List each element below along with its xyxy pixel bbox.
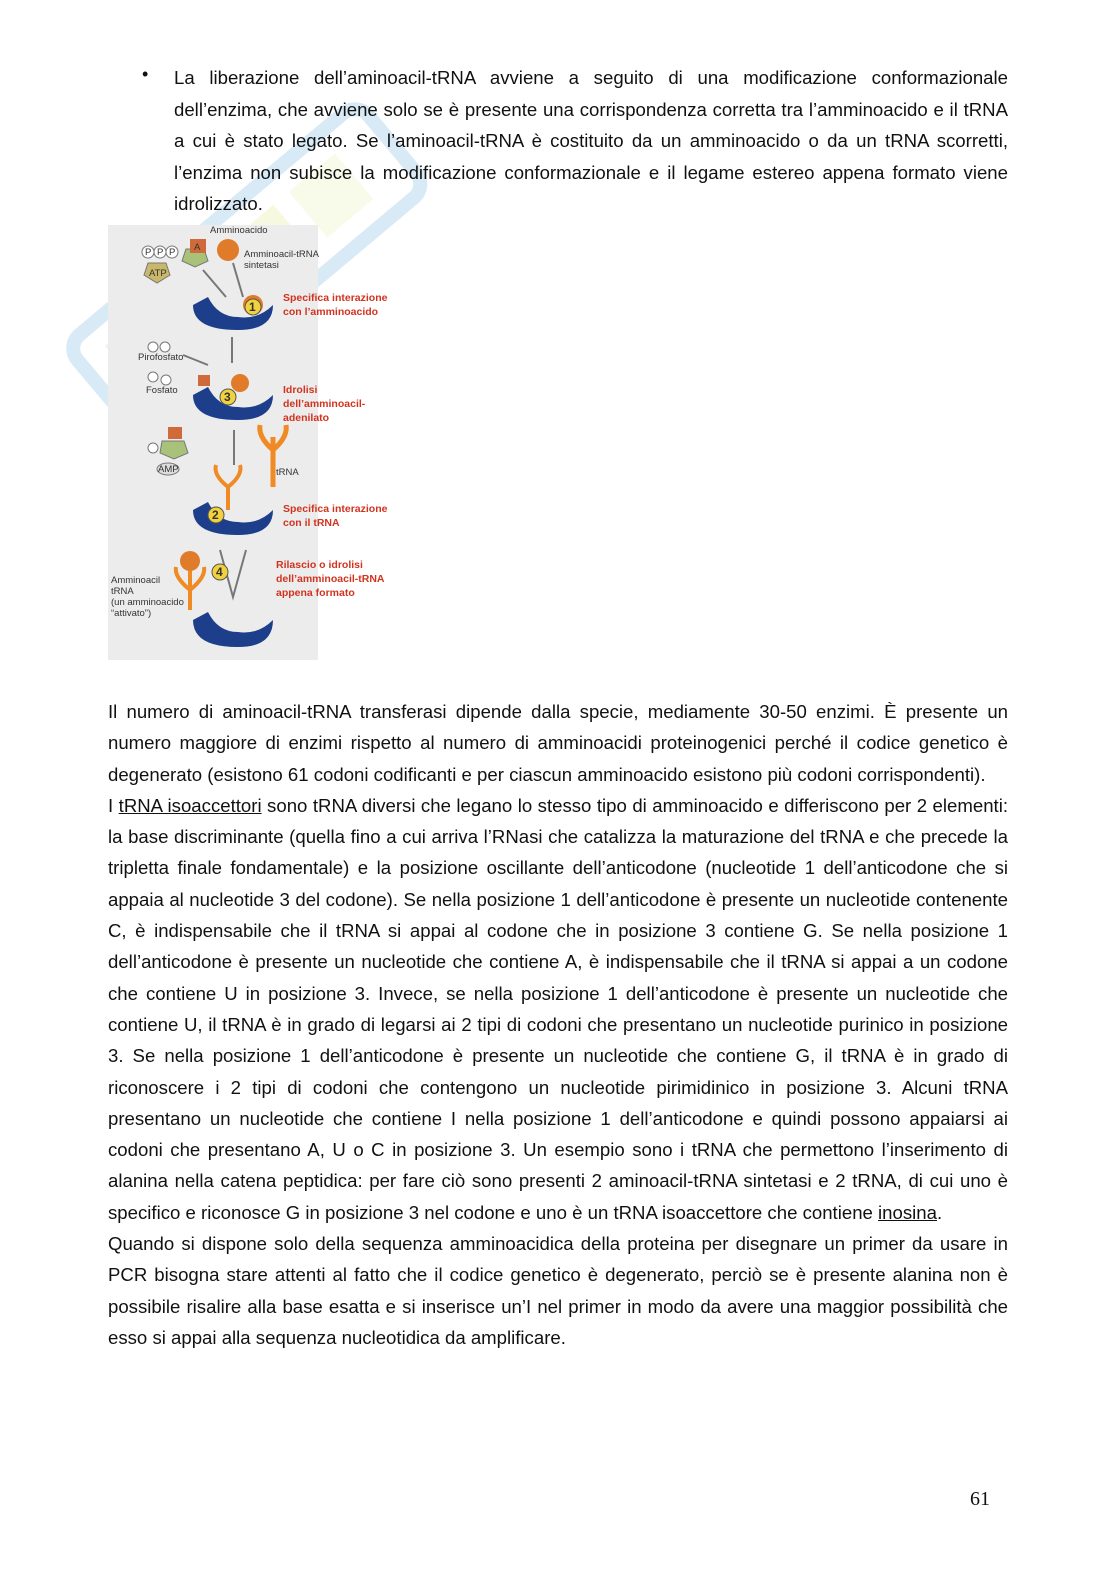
svg-text:A: A: [194, 242, 201, 253]
svg-text:P: P: [157, 247, 164, 258]
synthetase-figure: [108, 225, 388, 660]
svg-text:“attivato”): “attivato”): [111, 608, 152, 619]
svg-text:P: P: [145, 247, 152, 258]
svg-text:adenilato: adenilato: [283, 412, 330, 424]
paragraph-2: I tRNA isoaccettori sono tRNA diversi che legano lo stesso tipo di amminoacido e differiscono per 2 elementi: la base discriminante (quella fino a cui arriva l’RNasi che catalizza la maturazione del tRNA e che precede la tripletta finale fondamentale) e la posizione oscillante dell’anticodone (nucleotide 1 dell’anticodone che si appaia al nucleotide 3 del codone). Se nella posizione 1 dell’anticodone è presente un nucleotide contenente C, è indispensabile che il tRNA si appai al codone che in posizione 3 contiene G. Se nella posizione 1 dell’anticodone è presente un nucleotide che contiene A, è indispensabile che il tRNA si appai a un codone che contiene U in posizione 3. Invece, se nella posizione 1 dell’anticodone è presente un nucleotide che contiene U, il tRNA è in grado di legarsi ai 2 tipi di codoni che presentano un nucleotide purinico in posizione 3. Se nella posizione 1 dell’anticodone è presente un nucleotide che contiene G, il tRNA è in grado di riconoscere i 2 tipi di codoni che contengono un nucleotide pirimidinico in posizione 3. Alcuni tRNA presentano un nucleotide che contiene I nella posizione 1 dell’anticodone e quindi possono appaiarsi ai codoni che presentano A, U o C in posizione 3. Un esempio sono i tRNA che permettono l’inserimento di alanina nella catena peptidica: per fare ciò sono presenti 2 aminoacil-tRNA sintetasi e 2 tRNA, di cui uno è specifico e riconosce G in posizione 3 nel codone e uno è un tRNA isoaccettore che contiene inosina.: [108, 794, 1008, 1223]
svg-text:appena formato: appena formato: [276, 587, 355, 599]
svg-text:dell’amminoacil-: dell’amminoacil-: [283, 398, 366, 410]
svg-text:con l’amminoacido: con l’amminoacido: [283, 306, 379, 318]
svg-text:tRNA: tRNA: [276, 467, 299, 478]
main-text: [108, 696, 1008, 1353]
svg-text:AMP: AMP: [158, 464, 179, 475]
svg-text:dell’amminoacil-tRNA: dell’amminoacil-tRNA: [276, 573, 385, 585]
svg-text:Rilascio o idrolisi: Rilascio o idrolisi: [276, 559, 363, 571]
svg-text:Specifica interazione: Specifica interazione: [283, 503, 388, 515]
svg-text:3: 3: [224, 390, 231, 404]
svg-text:2: 2: [212, 508, 219, 522]
bullet-item: [142, 62, 1008, 220]
svg-text:sintetasi: sintetasi: [244, 260, 279, 271]
svg-text:1: 1: [249, 300, 256, 314]
bullet-dot-icon: •: [142, 64, 149, 84]
svg-text:Pirofosfato: Pirofosfato: [138, 352, 184, 363]
term-inosina: inosina: [878, 1201, 937, 1223]
svg-text:Idrolisi: Idrolisi: [283, 384, 318, 396]
svg-text:Specifica interazione: Specifica interazione: [283, 292, 388, 304]
svg-text:Amminoacido: Amminoacido: [210, 225, 268, 236]
svg-text:4: 4: [216, 565, 223, 579]
term-trna-isoaccettori: tRNA isoaccettori: [118, 794, 262, 816]
svg-text:Amminoacil-tRNA: Amminoacil-tRNA: [244, 249, 319, 260]
svg-text:ATP: ATP: [149, 268, 167, 279]
paragraph-3: Quando si dispone solo della sequenza amminoacidica della proteina per disegnare un primer da usare in PCR bisogna stare attenti al fatto che il codice genetico è degenerato, perciò se è presente alanina non è possibile risalire alla base esatta e si inserisce un’I nel primer in modo da avere una maggior possibilità che esso si appai alla sequenza nucleotidica da amplificare.: [108, 1233, 1008, 1348]
svg-text:(un amminoacido: (un amminoacido: [111, 597, 184, 608]
bullet-text: La liberazione dell’aminoacil-tRNA avviene a seguito di una modificazione conformazionale dell’enzima, che avviene solo se è presente una corrispondenza corretta tra l’amminoacido e il tRNA a cui è stato legato. Se l’aminoacil-tRNA è costituito da un amminoacido o da un tRNA scorretti, l’enzima non subisce la modificazione conformazionale e il legame estereo appena formato viene idrolizzato.: [174, 67, 1008, 214]
svg-text:Amminoacil: Amminoacil: [111, 575, 161, 586]
page-number: 61: [970, 1488, 990, 1510]
svg-text:con il tRNA: con il tRNA: [283, 517, 340, 529]
svg-text:tRNA: tRNA: [111, 586, 134, 597]
svg-text:Fosfato: Fosfato: [146, 385, 178, 396]
paragraph-1: Il numero di aminoacil-tRNA transferasi dipende dalla specie, mediamente 30-50 enzimi. È presente un numero maggiore di enzimi rispetto al numero di amminoacidi proteinogenici perché il codice genetico è degenerato (esistono 61 codoni codificanti e per ciascun amminoacido esistono più codoni corrispondenti).: [108, 701, 1008, 785]
svg-text:P: P: [169, 247, 176, 258]
amino-acid-icon: [217, 239, 239, 261]
